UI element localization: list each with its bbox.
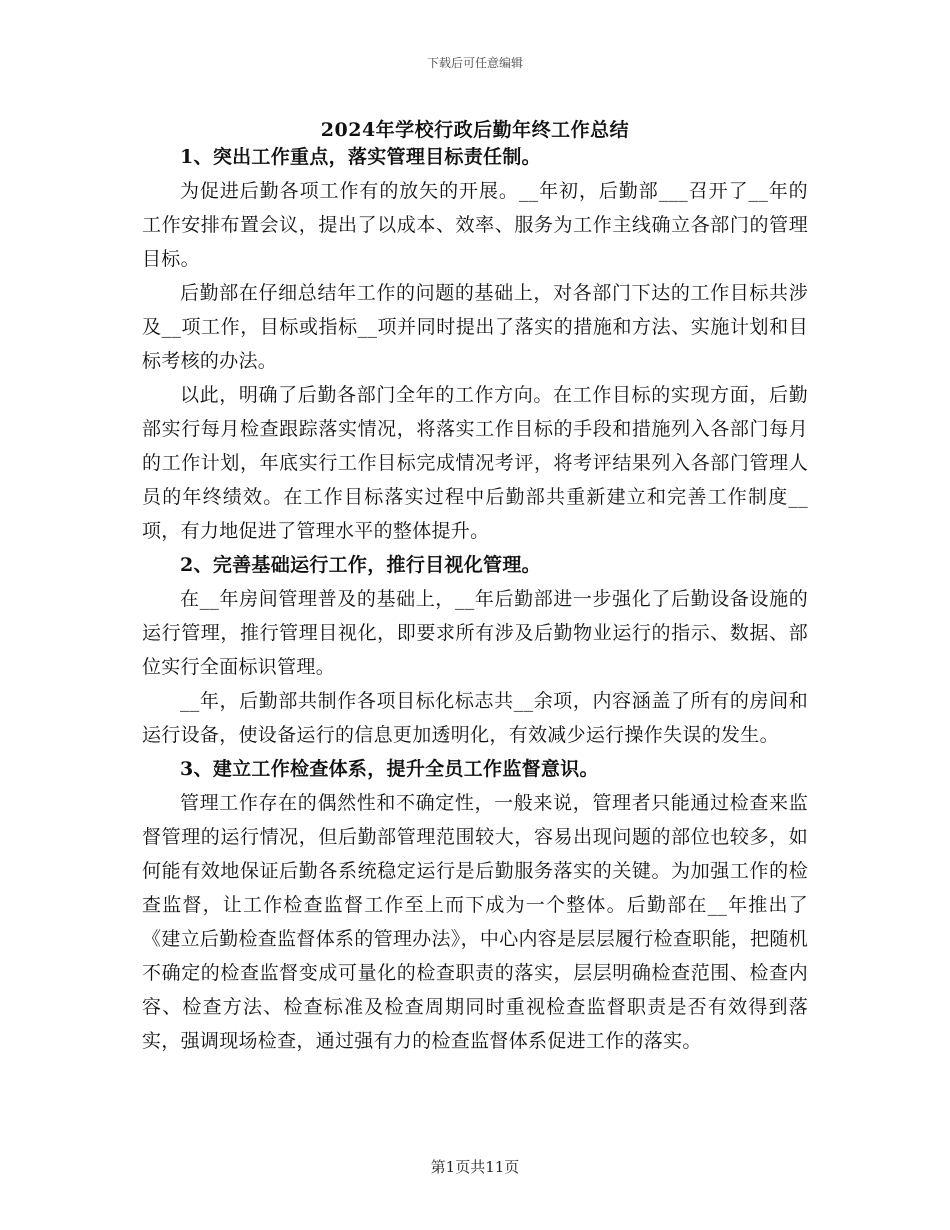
paragraph: 以此，明确了后勤各部门全年的工作方向。在工作目标的实现方面，后勤部实行每月检查跟踪落实情况，将落实工作目标的手段和措施列入各部门每月的工作计划，年底实行工作目标完成情况考评，将考评结果列入各部门管理人员的年终绩效。在工作目标落实过程中后勤部共重新建立和完善工作制度__项，有力地促进了管理水平的整体提升。 bbox=[142, 384, 808, 542]
section-heading-2: 2、完善基础运行工作，推行目视化管理。 bbox=[180, 554, 541, 576]
section-heading-3: 3、建立工作检查体系，提升全员工作监督意识。 bbox=[180, 758, 599, 780]
header-note: 下载后可任意编辑 bbox=[426, 56, 523, 70]
paragraph: 为促进后勤各项工作有的放矢的开展。__年初，后勤部___召开了__年的工作安排布置会议，提出了以成本、效率、服务为工作主线确立各部门的管理目标。 bbox=[142, 180, 808, 270]
page-number-footer: 第1页共11页 bbox=[430, 1158, 520, 1176]
paragraph: __年，后勤部共制作各项目标化标志共__余项，内容涵盖了所有的房间和运行设备，使设备运行的信息更加透明化，有效减少运行操作失误的发生。 bbox=[142, 690, 808, 746]
document-title: 2024年学校行政后勤年终工作总结 bbox=[320, 119, 630, 141]
paragraph: 管理工作存在的偶然性和不确定性，一般来说，管理者只能通过检查来监督管理的运行情况，但后勤部管理范围较大，容易出现问题的部位也较多，如何能有效地保证后勤各系统稳定运行是后勤服务落实的关键。为加强工作的检查监督，让工作检查监督工作至上而下成为一个整体。后勤部在__年推出了《建立后勤检查监督体系的管理办法》，中心内容是层层履行检查职能，把随机不确定的检查监督变成可量化的检查职责的落实，层层明确检查范围、检查内容、检查方法、检查标准及检查周期同时重视检查监督职责是否有效得到落实，强调现场检查，通过强有力的检查监督体系促进工作的落实。 bbox=[142, 792, 809, 1052]
paragraph: 在__年房间管理普及的基础上，__年后勤部进一步强化了后勤设备设施的运行管理，推行管理目视化，即要求所有涉及后勤物业运行的指示、数据、部位实行全面标识管理。 bbox=[142, 588, 808, 678]
document-body bbox=[142, 140, 808, 1058]
section-heading-1: 1、突出工作重点，落实管理目标责任制。 bbox=[180, 146, 541, 168]
paragraph: 后勤部在仔细总结年工作的问题的基础上，对各部门下达的工作目标共涉及__项工作，目标或指标__项并同时提出了落实的措施和方法、实施计划和目标考核的办法。 bbox=[142, 282, 808, 372]
